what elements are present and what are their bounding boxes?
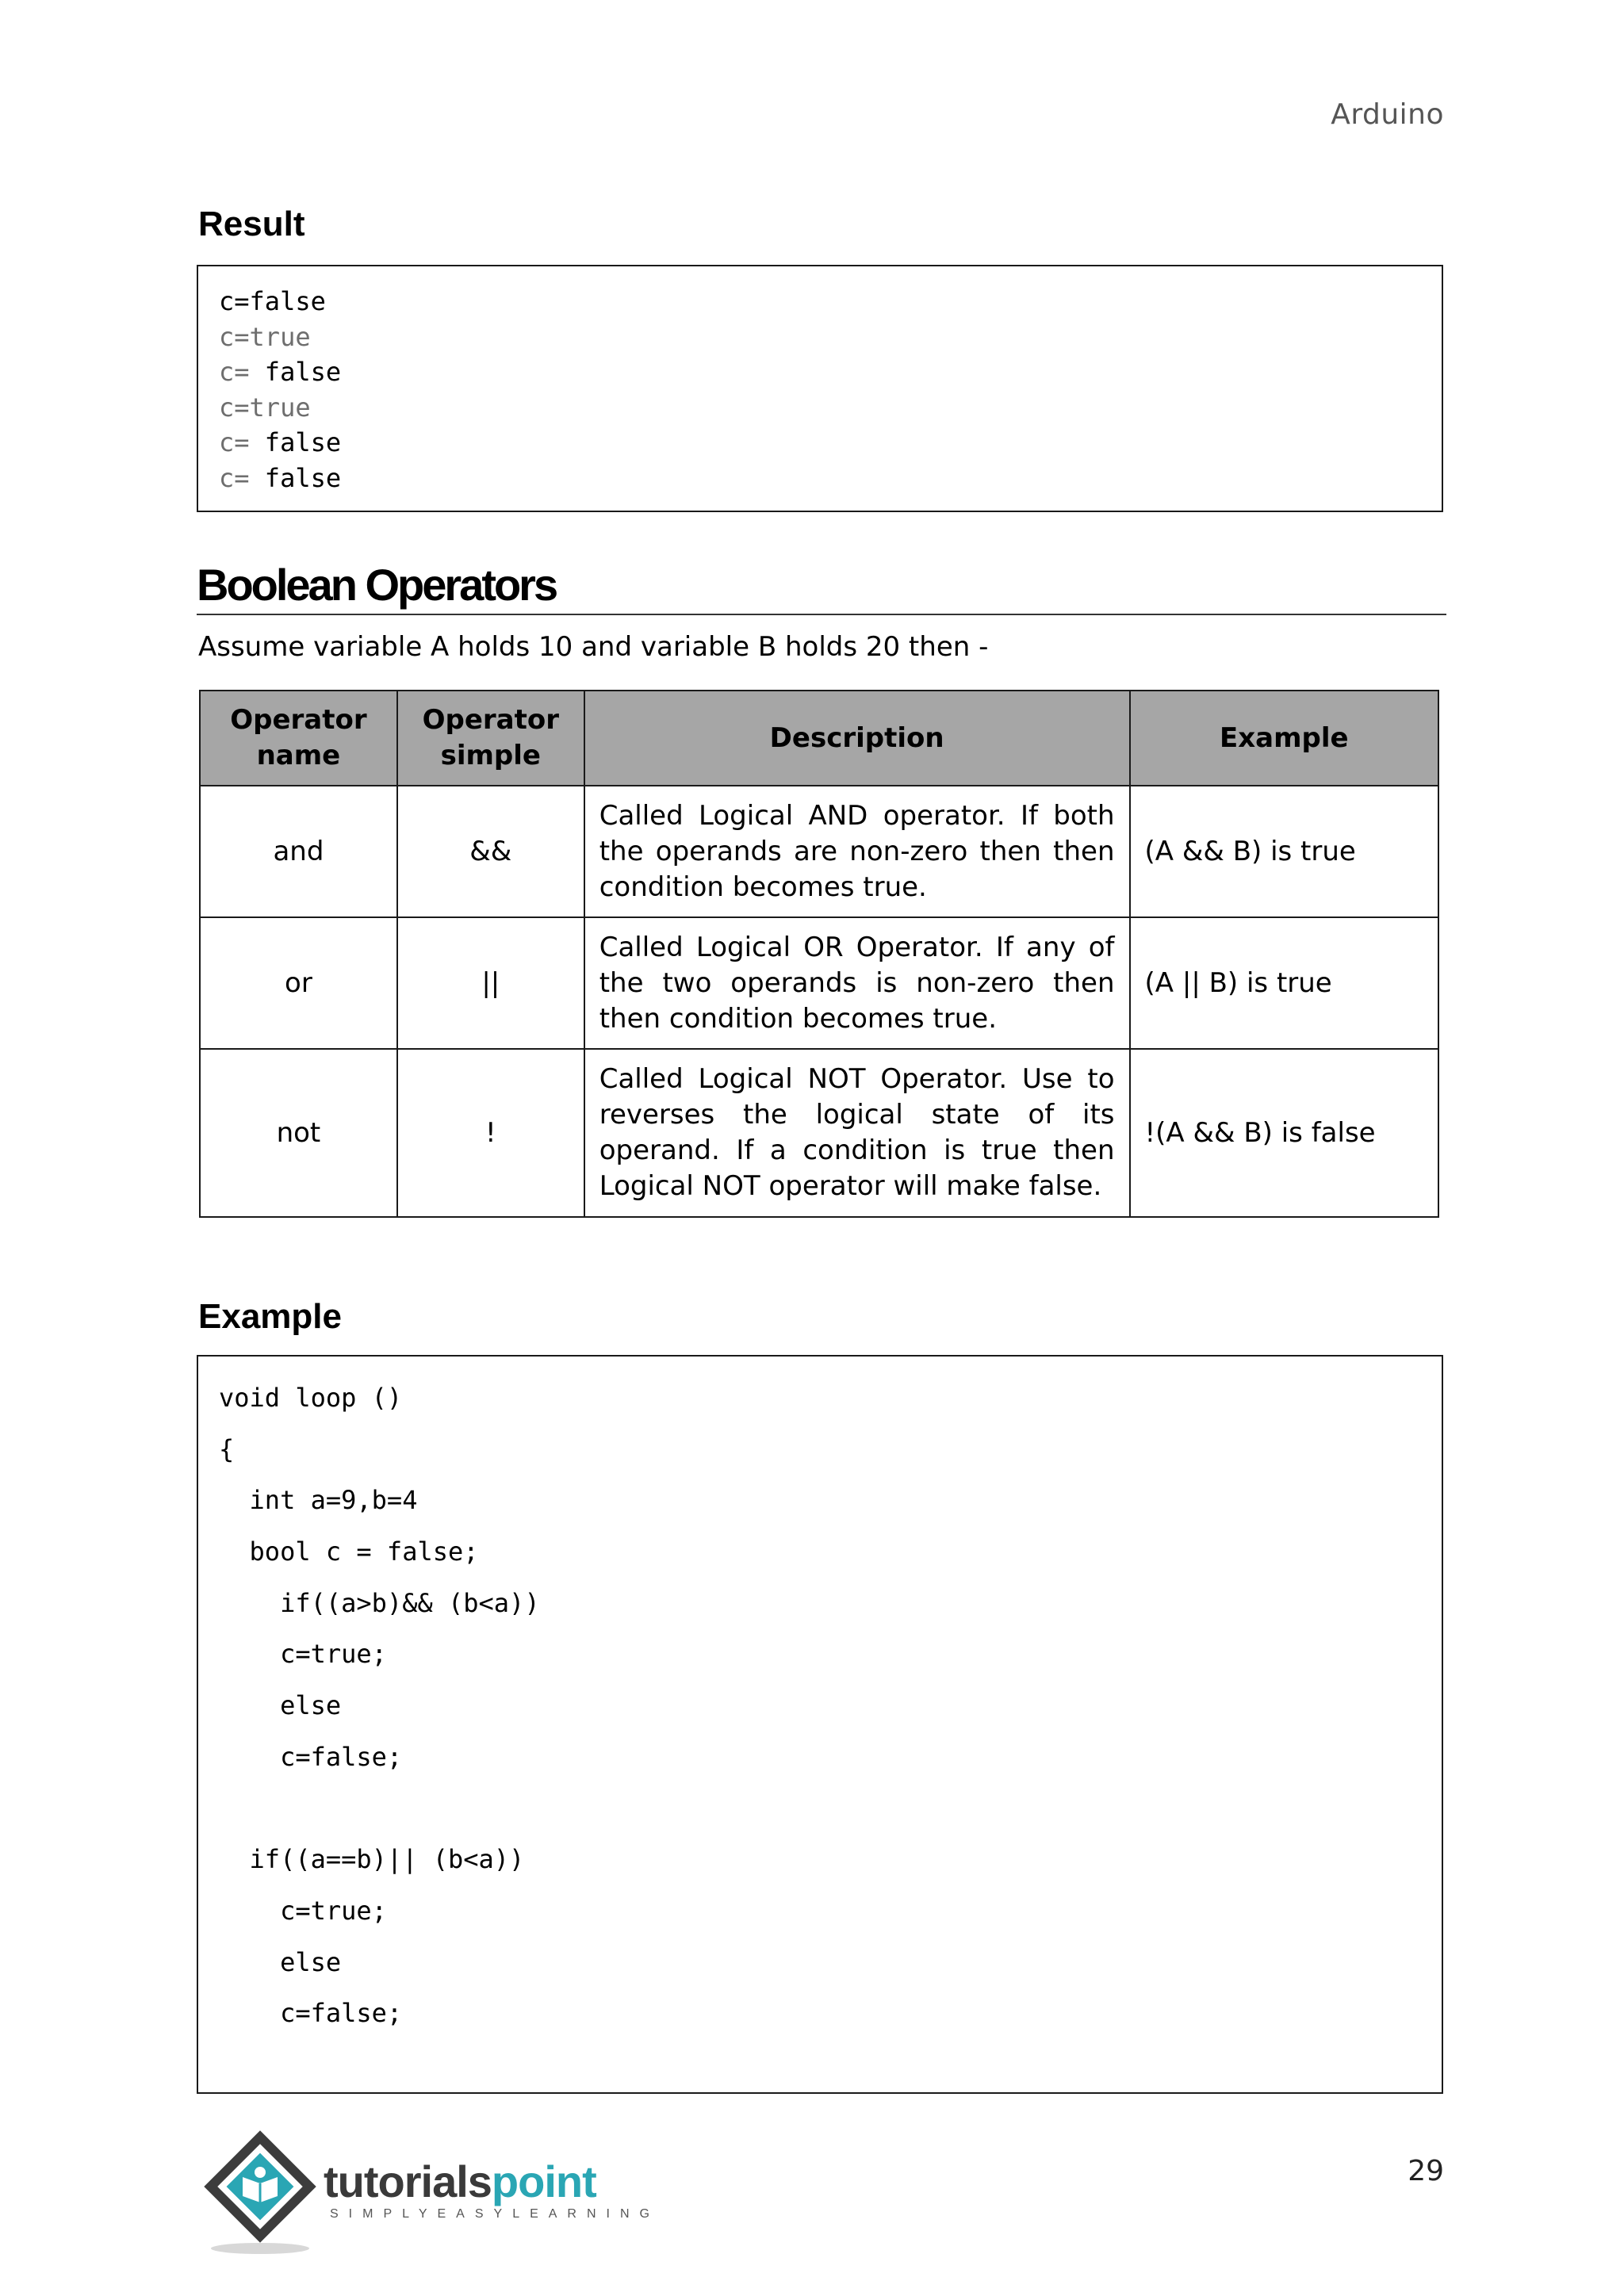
table-header-cell: Description [584,691,1130,786]
description-cell: Called Logical OR Operator. If any of the two operands is non-zero then then condition becomes true. [584,917,1130,1049]
operator-symbol-cell: || [397,917,584,1049]
table-row [200,917,1438,1049]
code-line: bool c = false; [219,1536,479,1567]
result-line: c=false [219,286,326,316]
code-line: int a=9,b=4 [219,1485,418,1516]
operator-name-cell: and [200,786,397,917]
tutorialspoint-logo [197,2130,660,2256]
operator-symbol-cell: ! [397,1049,584,1217]
result-output-box [197,265,1443,512]
operator-name-cell: not [200,1049,397,1217]
logo-text-teal: point [491,2156,596,2206]
table-row [200,1049,1438,1217]
code-line: c=false; [219,1998,403,2029]
result-line: c=true [219,321,311,352]
table-header-row [200,691,1438,786]
code-line: void loop () [219,1383,403,1413]
operators-table [199,690,1439,1218]
operator-name-cell: or [200,917,397,1049]
code-line: else [219,1690,342,1721]
code-line: { [219,1433,235,1464]
code-line: c=true; [219,1895,387,1926]
table-row [200,786,1438,917]
example-cell: (A && B) is true [1130,786,1438,917]
boolean-operators-heading-block [197,557,1446,615]
code-line: c=false; [219,1741,403,1772]
page-header-title: Arduino [1331,98,1444,131]
result-line: c= false [219,357,342,387]
result-line: c=true [219,392,311,423]
result-heading: Result [198,205,305,243]
result-line: c= false [219,462,342,493]
description-cell: Called Logical AND operator. If both the operands are non-zero then then condition becomes true. [584,786,1130,917]
code-line: else [219,1946,342,1977]
example-cell: !(A && B) is false [1130,1049,1438,1217]
logo-wordmark [324,2158,596,2206]
boolean-operators-heading: Boolean Operators [197,560,557,610]
table-header-cell: Operator simple [397,691,584,786]
logo-tagline: SIMPLYEASYLEARNING [330,2207,660,2221]
result-line: c= false [219,427,342,457]
description-cell: Called Logical NOT Operator. Use to reverses the logical state of its operand. If a condition is true then Logical NOT operator will make false. [584,1049,1130,1217]
table-header-cell: Operator name [200,691,397,786]
example-code-box [197,1355,1443,2094]
example-heading: Example [198,1297,342,1336]
logo-diamond-icon [197,2130,324,2256]
code-line: if((a==b)|| (b<a)) [219,1844,525,1875]
code-line: if((a>b)&& (b<a)) [219,1587,540,1618]
code-line: c=true; [219,1639,387,1670]
logo-text-dark: tutorials [324,2156,492,2206]
table-header-cell: Example [1130,691,1438,786]
intro-text: Assume variable A holds 10 and variable B holds 20 then - [198,631,989,663]
page-number: 29 [1408,2155,1444,2187]
example-cell: (A || B) is true [1130,917,1438,1049]
code-line [219,1783,1442,1835]
operator-symbol-cell: && [397,786,584,917]
